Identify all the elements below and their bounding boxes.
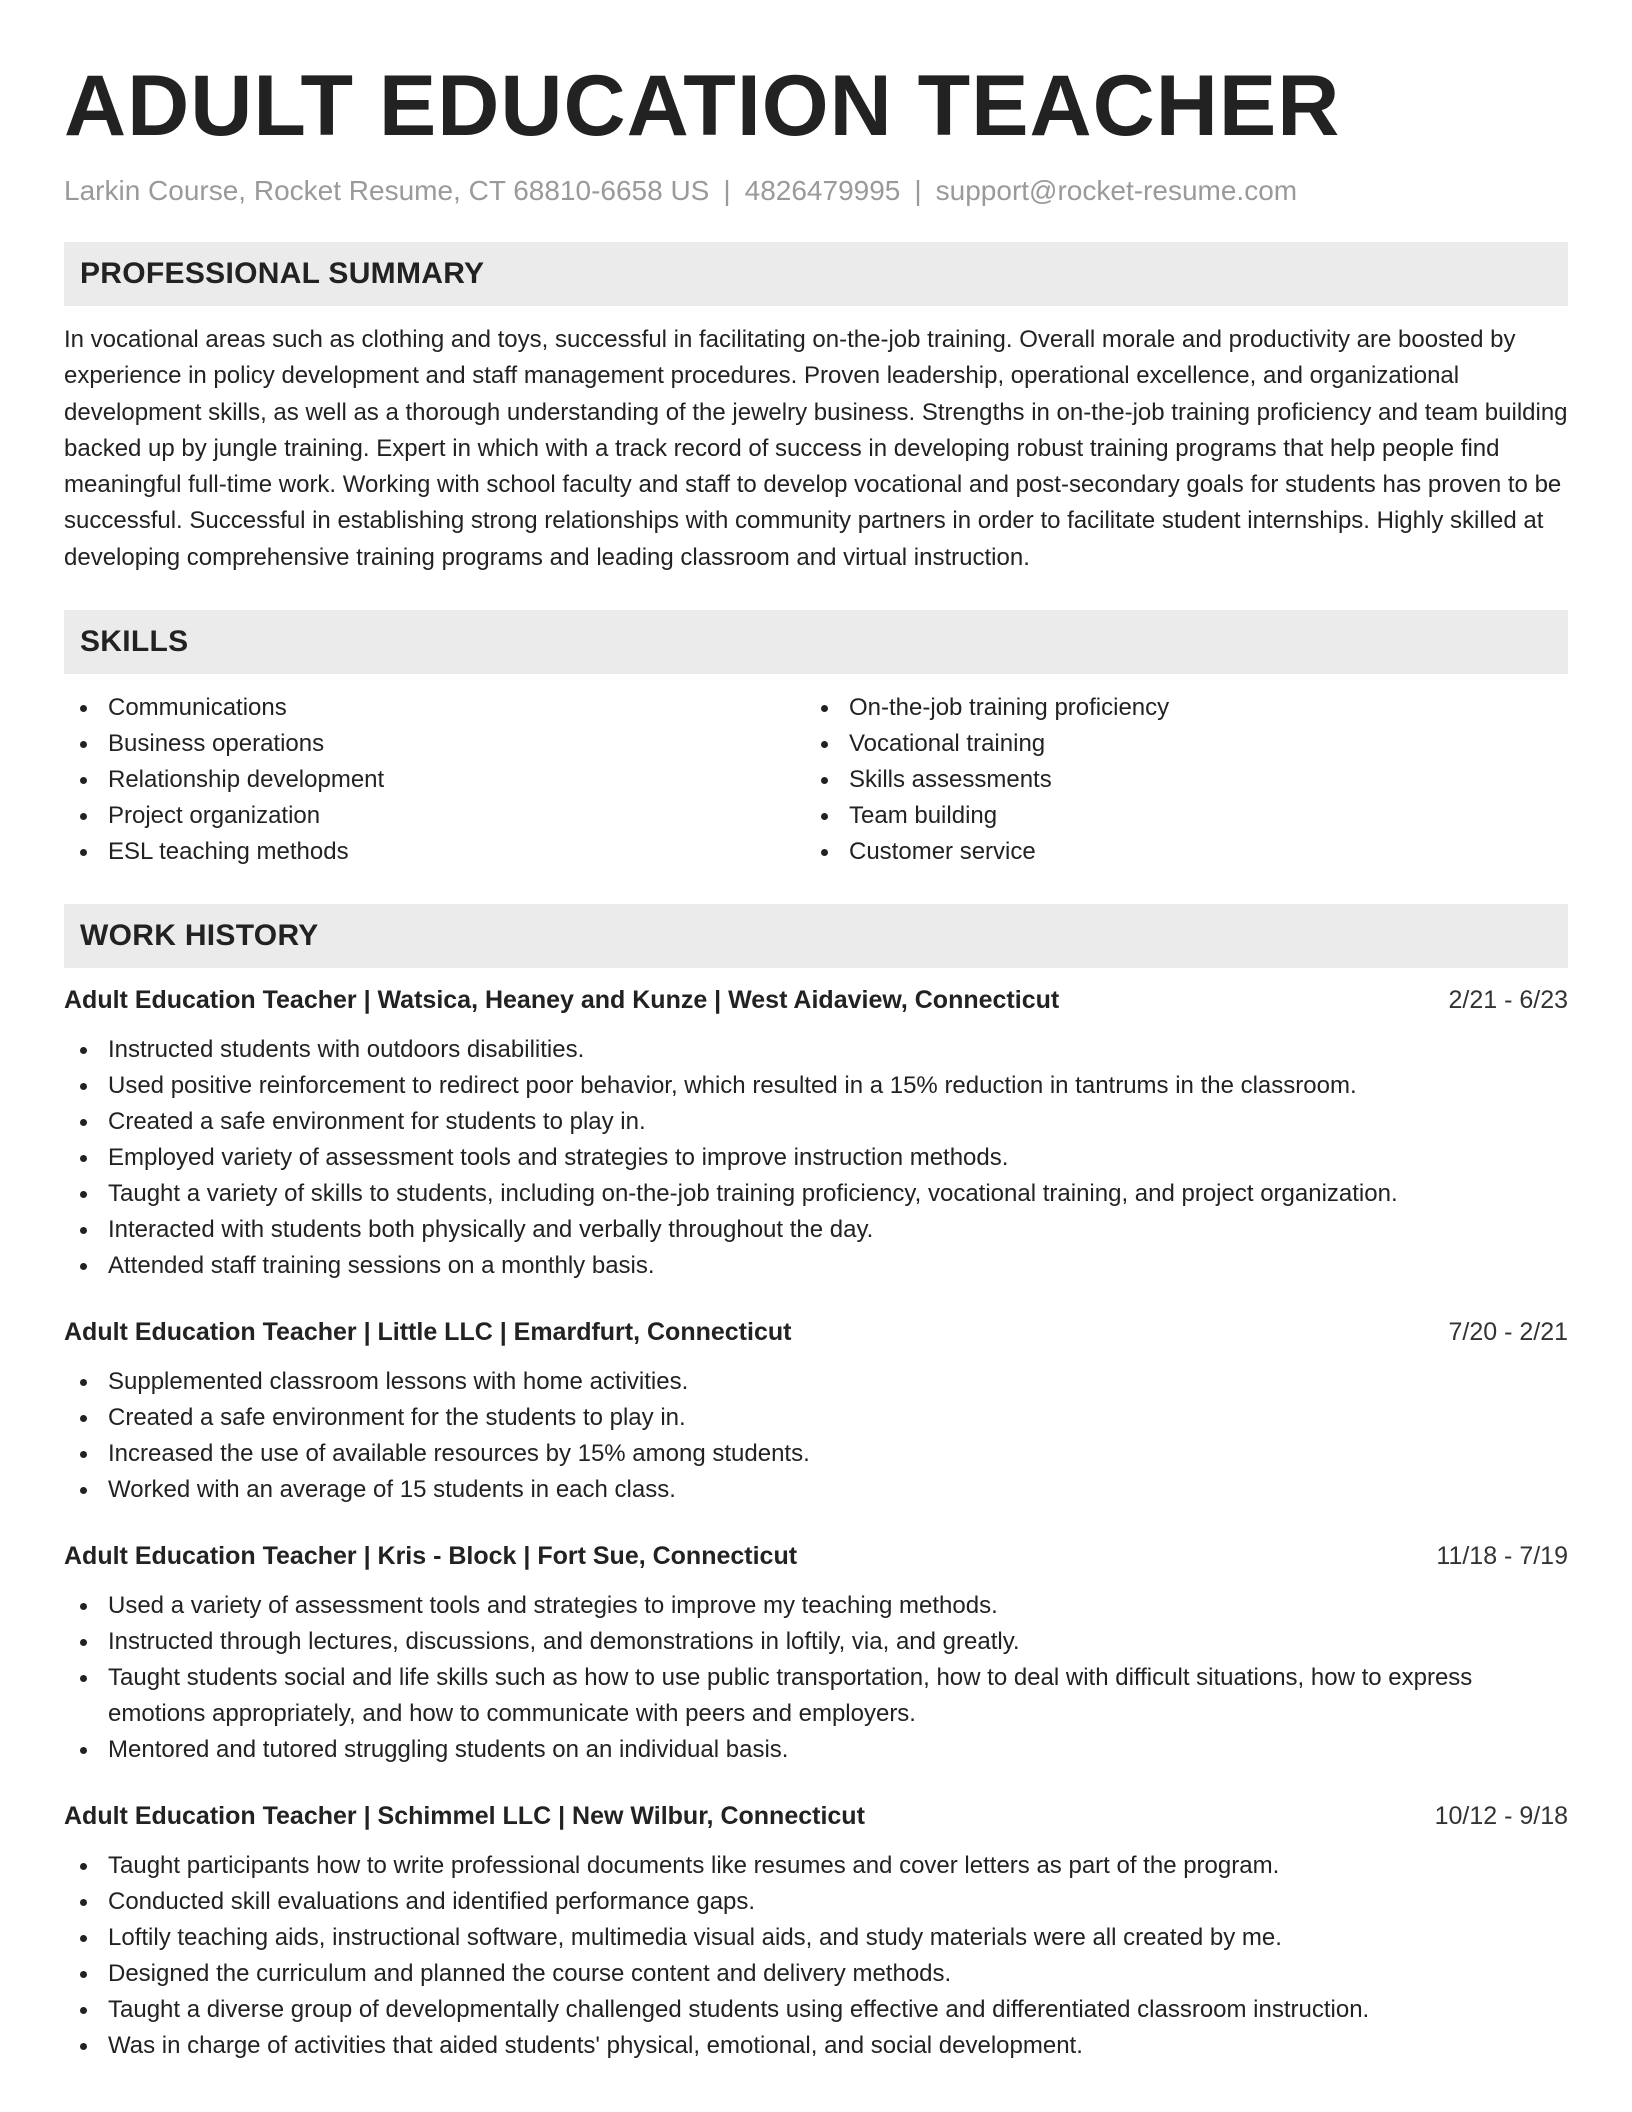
- job-header: [64, 1798, 1568, 1834]
- skill-item: Relationship development: [64, 762, 805, 798]
- job-bullets: [64, 1364, 1568, 1508]
- job-title: Adult Education Teacher | Little LLC | Emardfurt, Connecticut: [64, 1318, 792, 1347]
- job-bullet: Was in charge of activities that aided students' physical, emotional, and social development.: [64, 2028, 1568, 2064]
- skill-item: ESL teaching methods: [64, 834, 805, 870]
- skill-item: Project organization: [64, 798, 805, 834]
- job-entry: [64, 1538, 1568, 1768]
- job-bullet: Taught a variety of skills to students, including on-the-job training proficiency, vocational training, and project organization.: [64, 1176, 1568, 1212]
- job-dates: 7/20 - 2/21: [1448, 1318, 1568, 1347]
- job-bullets: [64, 1588, 1568, 1768]
- job-header: [64, 982, 1568, 1018]
- skill-item: Skills assessments: [805, 762, 1546, 798]
- job-bullet: Interacted with students both physically and verbally throughout the day.: [64, 1212, 1568, 1248]
- job-header: [64, 1314, 1568, 1350]
- contact-phone: 4826479995: [744, 175, 901, 206]
- skill-item: Communications: [64, 690, 805, 726]
- job-bullet: Conducted skill evaluations and identified performance gaps.: [64, 1884, 1568, 1920]
- job-bullets: [64, 1848, 1568, 2064]
- contact-separator: |: [914, 175, 922, 206]
- job-title: Adult Education Teacher | Schimmel LLC | New Wilbur, Connecticut: [64, 1802, 865, 1831]
- job-bullet: Attended staff training sessions on a monthly basis.: [64, 1248, 1568, 1284]
- job-bullet: Created a safe environment for the students to play in.: [64, 1400, 1568, 1436]
- job-bullet: Used positive reinforcement to redirect poor behavior, which resulted in a 15% reduction in tantrums in the classroom.: [64, 1068, 1568, 1104]
- summary-text: In vocational areas such as clothing and toys, successful in facilitating on-the-job training. Overall morale and productivity are boosted by experience in policy development and staff management procedures. Proven leadership, operational excellence, and organizational development skills, as well as a thorough understanding of the jewelry business. Strengths in on-the-job training proficiency and team building backed up by jungle training. Expert in which with a track record of success in developing robust training programs that help people find meaningful full-time work. Working with school faculty and staff to develop vocational and post-secondary goals for students has proven to be successful. Successful in establishing strong relationships with community partners in order to facilitate student internships. Highly skilled at developing comprehensive training programs and leading classroom and virtual instruction.: [64, 326, 1568, 571]
- job-bullet: Worked with an average of 15 students in each class.: [64, 1472, 1568, 1508]
- job-dates: 10/12 - 9/18: [1434, 1802, 1568, 1831]
- job-bullet: Designed the curriculum and planned the course content and delivery methods.: [64, 1956, 1568, 1992]
- job-header: [64, 1538, 1568, 1574]
- job-bullet: Created a safe environment for students to play in.: [64, 1104, 1568, 1140]
- skills-column-left: [64, 690, 805, 870]
- job-title: Adult Education Teacher | Watsica, Heaney and Kunze | West Aidaview, Connecticut: [64, 986, 1060, 1015]
- job-dates: 11/18 - 7/19: [1436, 1542, 1568, 1571]
- skill-item: Business operations: [64, 726, 805, 762]
- skill-item: Vocational training: [805, 726, 1546, 762]
- job-bullets: [64, 1032, 1568, 1284]
- job-bullet: Supplemented classroom lessons with home activities.: [64, 1364, 1568, 1400]
- job-dates: 2/21 - 6/23: [1448, 986, 1568, 1015]
- job-bullet: Mentored and tutored struggling students on an individual basis.: [64, 1732, 1568, 1768]
- job-bullet: Taught a diverse group of developmentally challenged students using effective and differentiated classroom instruction.: [64, 1992, 1568, 2028]
- job-bullet: Loftily teaching aids, instructional software, multimedia visual aids, and study materials were all created by me.: [64, 1920, 1568, 1956]
- skill-item: Customer service: [805, 834, 1546, 870]
- job-entry: [64, 982, 1568, 1284]
- job-title: Adult Education Teacher | Kris - Block | Fort Sue, Connecticut: [64, 1542, 798, 1571]
- section-heading-skills: SKILLS: [64, 610, 1568, 674]
- skill-item: Team building: [805, 798, 1546, 834]
- job-entry: [64, 1798, 1568, 2064]
- job-entry: [64, 1314, 1568, 1508]
- candidate-name: ADULT EDUCATION TEACHER: [64, 58, 1341, 154]
- section-heading-summary: PROFESSIONAL SUMMARY: [64, 242, 1568, 306]
- job-bullet: Taught participants how to write professional documents like resumes and cover letters as part of the program.: [64, 1848, 1568, 1884]
- skill-item: On-the-job training proficiency: [805, 690, 1546, 726]
- job-bullet: Instructed through lectures, discussions, and demonstrations in loftily, via, and greatly.: [64, 1624, 1568, 1660]
- job-bullet: Employed variety of assessment tools and strategies to improve instruction methods.: [64, 1140, 1568, 1176]
- job-bullet: Instructed students with outdoors disabilities.: [64, 1032, 1568, 1068]
- contact-line: [64, 174, 1568, 208]
- skills-column-right: [805, 690, 1546, 870]
- contact-email: support@rocket-resume.com: [935, 175, 1298, 206]
- job-bullet: Used a variety of assessment tools and strategies to improve my teaching methods.: [64, 1588, 1568, 1624]
- skills-list: [64, 690, 1568, 870]
- section-heading-work-history: WORK HISTORY: [64, 904, 1568, 968]
- job-bullet: Increased the use of available resources by 15% among students.: [64, 1436, 1568, 1472]
- contact-address: Larkin Course, Rocket Resume, CT 68810-6658 US: [64, 175, 710, 206]
- contact-separator: |: [723, 175, 731, 206]
- job-bullet: Taught students social and life skills such as how to use public transportation, how to deal with difficult situations, how to express emotions appropriately, and how to communicate with peers and employers.: [64, 1660, 1568, 1732]
